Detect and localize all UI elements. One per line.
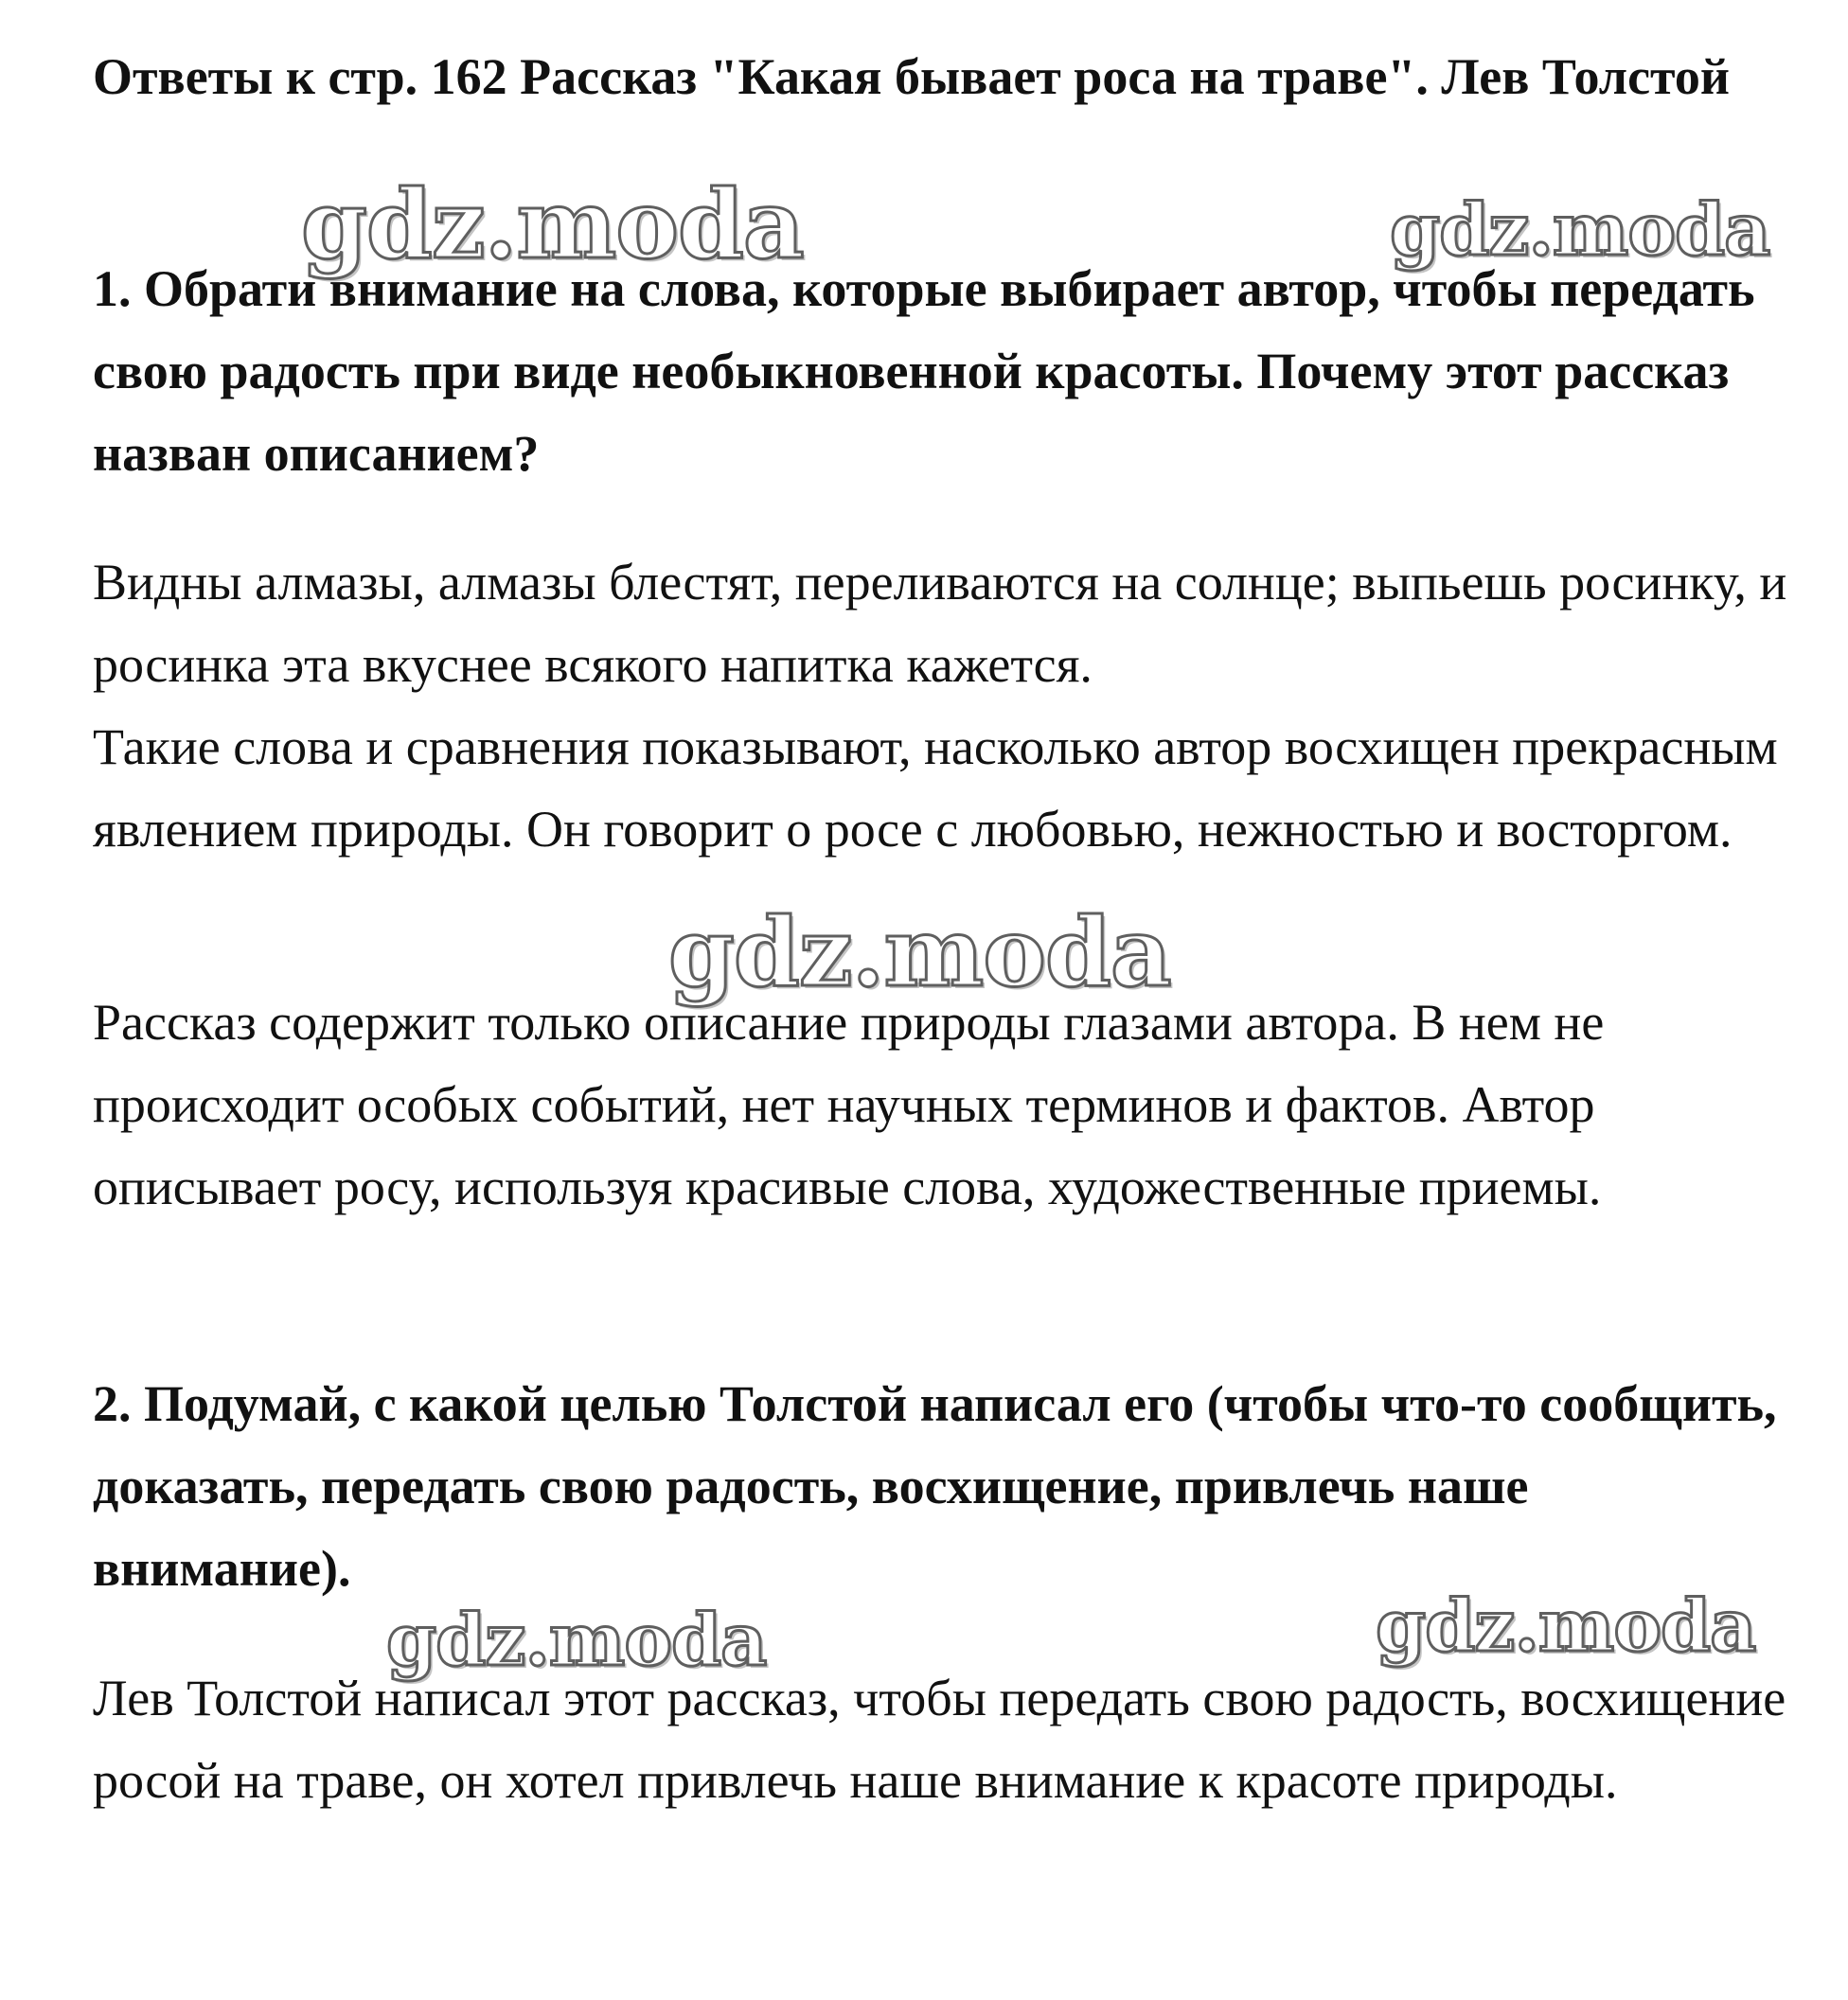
- watermark: gdz.moda: [668, 896, 1171, 1008]
- page-title: [93, 36, 1787, 118]
- question-1-text: 1. Обрати внимание на слова, которые выбирает автор, чтобы передать свою радость при виде необыкновенной красоты. Почему этот рассказ назван описанием?: [93, 260, 1755, 482]
- page-title-text: Ответы к стр. 162 Рассказ "Какая бывает роса на траве". Лев Толстой: [93, 48, 1730, 105]
- watermark: gdz.moda: [1390, 187, 1770, 272]
- question-2-text: 2. Подумай, с какой целью Толстой написал его (чтобы что-то сообщить, доказать, передать свою радость, восхищение, привлечь наше внимание).: [93, 1375, 1777, 1597]
- question-1-answer-paragraph-3: [93, 982, 1787, 1229]
- answer-text: Такие слова и сравнения показывают, насколько автор восхищен прекрасным явлением природы. Он говорит о росе с любовью, нежностью и восторгом.: [93, 718, 1778, 858]
- question-1-heading: [93, 248, 1787, 495]
- question-2-answer-paragraph-1: [93, 1657, 1787, 1822]
- question-1-answer-paragraph-1: [93, 541, 1787, 706]
- question-2-heading: [93, 1363, 1787, 1610]
- answer-text: Рассказ содержит только описание природы глазами автора. В нем не происходит особых событий, нет научных терминов и фактов. Автор описывает росу, используя красивые слова, художественные приемы.: [93, 994, 1605, 1215]
- watermark: gdz.moda: [1376, 1584, 1756, 1668]
- watermark: gdz.moda: [301, 168, 804, 280]
- question-1-answer-paragraph-2: [93, 706, 1787, 871]
- watermark: gdz.moda: [386, 1598, 767, 1682]
- answer-text: Видны алмазы, алмазы блестят, переливаются на солнце; выпьешь росинку, и росинка эта вкуснее всякого напитка кажется.: [93, 554, 1787, 693]
- answer-text: Лев Толстой написал этот рассказ, чтобы передать свою радость, восхищение росой на траве, он хотел привлечь наше внимание к красоте природы.: [93, 1670, 1786, 1809]
